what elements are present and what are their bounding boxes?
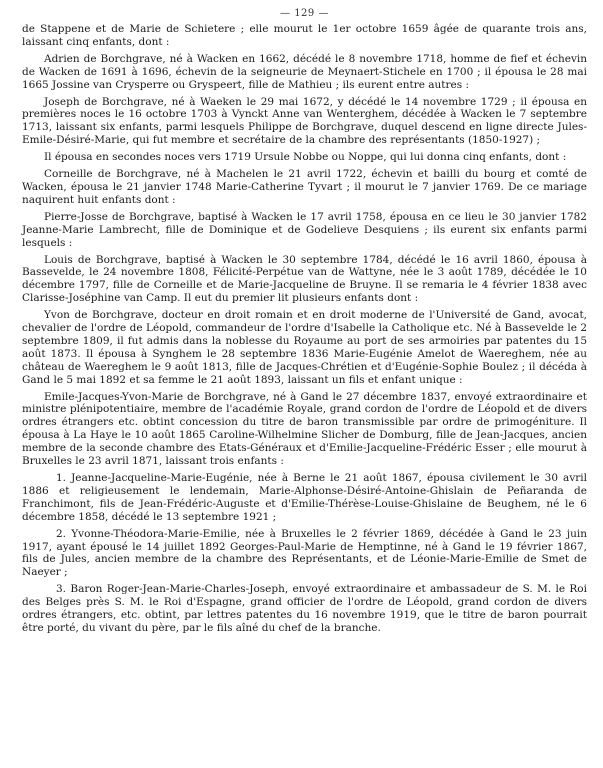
- paragraph-second-marriage: Il épousa en secondes noces vers 1719 Ursule Nobbe ou Noppe, qui lui donna cinq enfants, dont :: [44, 151, 567, 164]
- paragraph-pierre-josse: Pierre-Josse de Borchgrave, baptisé à Wacken le 17 avril 1758, épousa en ce lieu le 30 janvier 1782 Jeanne-Marie Lambrecht, fille de Dominique et de Godelieve Desquiens ; ils eurent six enfants parmi lesquels :: [22, 210, 587, 249]
- paragraph-corneille: Corneille de Borchgrave, né à Machelen le 21 avril 1722, échevin et bailli du bourg et comté de Wacken, épousa le 21 janvier 1748 Marie-Catherine Tyvart ; il mourut le 7 janvier 1769. De ce mariage naquirent huit enfants dont :: [22, 168, 587, 206]
- page-number: — 129 —: [280, 8, 329, 19]
- paragraph-child-2: 2. Yvonne-Théodora-Marie-Emilie, née à Bruxelles le 2 février 1869, décédée à Gand le 23 juin 1917, ayant épousé le 14 juillet 1892 Georges-Paul-Marie de Hemptinne, né à Gand le 19 février 1867, fils de Jules, ancien membre de la chambre des Représentants, et de Léonie-Marie-Emilie de Smet de Naeyer ;: [22, 527, 587, 579]
- paragraph-emile: Emile-Jacques-Yvon-Marie de Borchgrave, né à Gand le 27 décembre 1837, envoyé extraordinaire et ministre plénipotentiaire, membre de l'académie Royale, grand cordon de l'ordre de Léopold et de divers ordres étrangers etc. obtint concession du titre de baron transmissible par ordre de primogéniture. Il épousa à La Haye le 10 août 1865 Caroline-Wilhelmine Slicher de Domburg, fille de Jean-Jacques, ancien membre de la seconde chambre des Etats-Généraux et d'Emilie-Jacqueline-Frédéric Esser ; elle mourut à Bruxelles le 23 avril 1871, laissant trois enfants :: [22, 390, 587, 468]
- paragraph-child-3: 3. Baron Roger-Jean-Marie-Charles-Joseph, envoyé extraordinaire et ambassadeur de S. M. le Roi des Belges près S. M. le Roi d'Espagne, grand officier de l'ordre de Léopold, grand cordon de divers ordres étrangers, etc. obtint, par lettres patentes du 16 novembre 1919, que le titre de baron pourrait être porté, du vivant du père, par le fils aîné du chef de la branche.: [22, 583, 587, 634]
- paragraph-child-1: 1. Jeanne-Jacqueline-Marie-Eugénie, née à Berne le 21 août 1867, épousa civilement le 30 avril 1886 et religieusement le lendemain, Marie-Alphonse-Désiré-Antoine-Ghislain de Peñaranda de Franchimont, fils de Jean-Frédéric-Auguste et d'Emilie-Thérèse-Louise-Ghislaine de Beughem, né le 6 décembre 1858, décédé le 13 septembre 1921 ;: [22, 472, 587, 523]
- paragraph-adrien: Adrien de Borchgrave, né à Wacken en 1662, décédé le 8 novembre 1718, homme de fief et échevin de Wacken de 1691 à 1696, échevin de la seigneurie de Meynaert-Stichele en 1700 ; il épousa le 28 mai 1665 Jossine van Crysperre ou Gryspeert, fille de Mathieu ; ils eurent entre autres :: [22, 52, 587, 91]
- paragraph-intro: de Stappene et de Marie de Schietere ; elle mourut le 1er octobre 1659 âgée de quarante trois ans, laissant cinq enfants, dont :: [22, 23, 587, 48]
- paragraph-joseph: Joseph de Borchgrave, né à Waeken le 29 mai 1672, y décédé le 14 novembre 1729 ; il épousa en premières noces le 16 octobre 1703 à Vynckt Anne van Wenterghem, décédée à Wacken le 7 septembre 1713, laissant six enfants, parmi lesquels Philippe de Borchgrave, duquel descend en ligne directe Jules-Emile-Désiré-Marie, qui fut membre et secrétaire de la chambre des représentants (1850-1927) ;: [22, 95, 587, 147]
- paragraph-yvon: Yvon de Borchgrave, docteur en droit romain et en droit moderne de l'Université de Gand, avocat, chevalier de l'ordre de Léopold, commandeur de l'ordre d'Isabelle la Catholique etc. Né à Bassevelde le 2 septembre 1809, il fut admis dans la noblesse du Royaume au port de ses armoiries par patentes du 15 août 1873. Il épousa à Synghem le 28 septembre 1836 Marie-Eugénie Amelot de Waereghem, née au château de Waereghem le 9 août 1813, fille de Jacques-Chrétien et d'Eugénie-Sophie Boulez ; il décéda à Gand le 5 mai 1892 et sa femme le 21 août 1893, laissant un fils et enfant unique :: [22, 309, 587, 386]
- paragraph-louis: Louis de Borchgrave, baptisé à Wacken le 30 septembre 1784, décédé le 16 avril 1860, épousa à Bassevelde, le 24 novembre 1808, Félicité-Perpétue van de Wattyne, née le 3 août 1789, décédée le 10 décembre 1797, fille de Corneille et de Marie-Jacqueline de Bruyne. Il se remaria le 4 février 1838 avec Clarisse-Joséphine van Camp. Il eut du premier lit plusieurs enfants dont :: [22, 253, 587, 305]
